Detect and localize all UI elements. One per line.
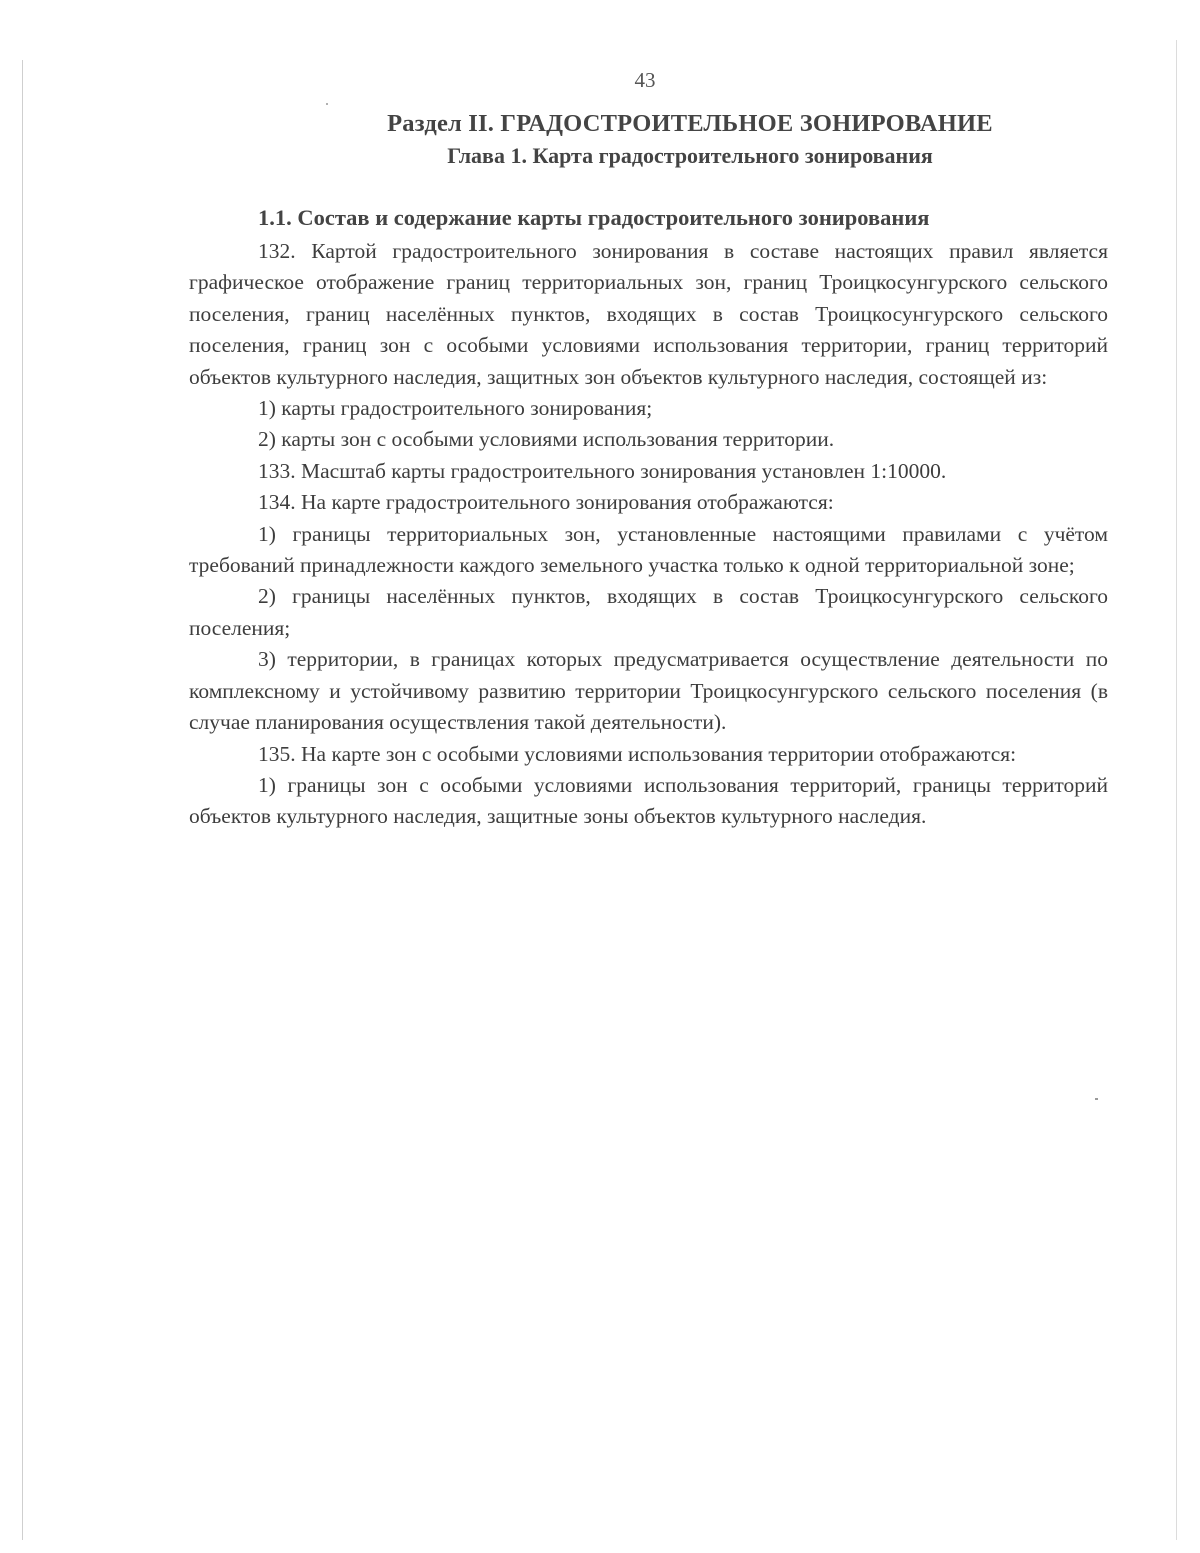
paragraph-133: 133. Масштаб карты градостроительного зонирования установлен 1:10000. xyxy=(258,458,947,483)
paragraph-134: 134. На карте градостроительного зонирования отображаются: xyxy=(258,490,834,515)
list-item: 1) границы территориальных зон, установленные настоящими правилами с учётом требований принадлежности каждого земельного участка только к одной территориальной зоне; xyxy=(189,521,1108,578)
paragraph-132: 132. Картой градостроительного зонирования в составе настоящих правил является графическое отображение границ территориальных зон, границ Троицкосунгурского сельского поселения, границ населённых пунктов, входящих в состав Троицкосунгурского сельского поселения, границ зон с особыми условиями использования территории, границ территорий объектов культурного наследия, защитных зон объектов культурного наследия, состоящей из: xyxy=(189,239,1108,389)
scan-speck xyxy=(326,103,328,105)
document-body xyxy=(189,236,1108,833)
subsection-title: 1.1. Состав и содержание карты градостроительного зонирования xyxy=(258,205,930,230)
list-item: 2) границы населённых пунктов, входящих в состав Троицкосунгурского сельского поселения; xyxy=(189,584,1108,640)
list-item: 3) территории, в границах которых предусматривается осуществление деятельности по комплексному и устойчивому развитию территории Троицкосунгурского сельского поселения (в случае планирования осуществления такой деятельности). xyxy=(189,647,1108,735)
page-number: 43 xyxy=(634,68,656,92)
scan-speck xyxy=(1095,1098,1098,1100)
paragraph-135: 135. На карте зон с особыми условиями использования территории отображаются: xyxy=(258,741,1017,766)
section-title: Раздел II. ГРАДОСТРОИТЕЛЬНОЕ ЗОНИРОВАНИЕ xyxy=(387,110,993,137)
list-item: 1) карты градостроительного зонирования; xyxy=(258,396,653,421)
scan-edge-left xyxy=(22,60,23,1540)
list-item: 1) границы зон с особыми условиями использования территорий, границы территорий объектов культурного наследия, защитные зоны объектов культурного наследия. xyxy=(189,772,1108,829)
chapter-title: Глава 1. Карта градостроительного зонирования xyxy=(447,143,933,168)
list-item: 2) карты зон с особыми условиями использования территории. xyxy=(258,427,835,452)
scan-edge-right xyxy=(1176,40,1177,1540)
